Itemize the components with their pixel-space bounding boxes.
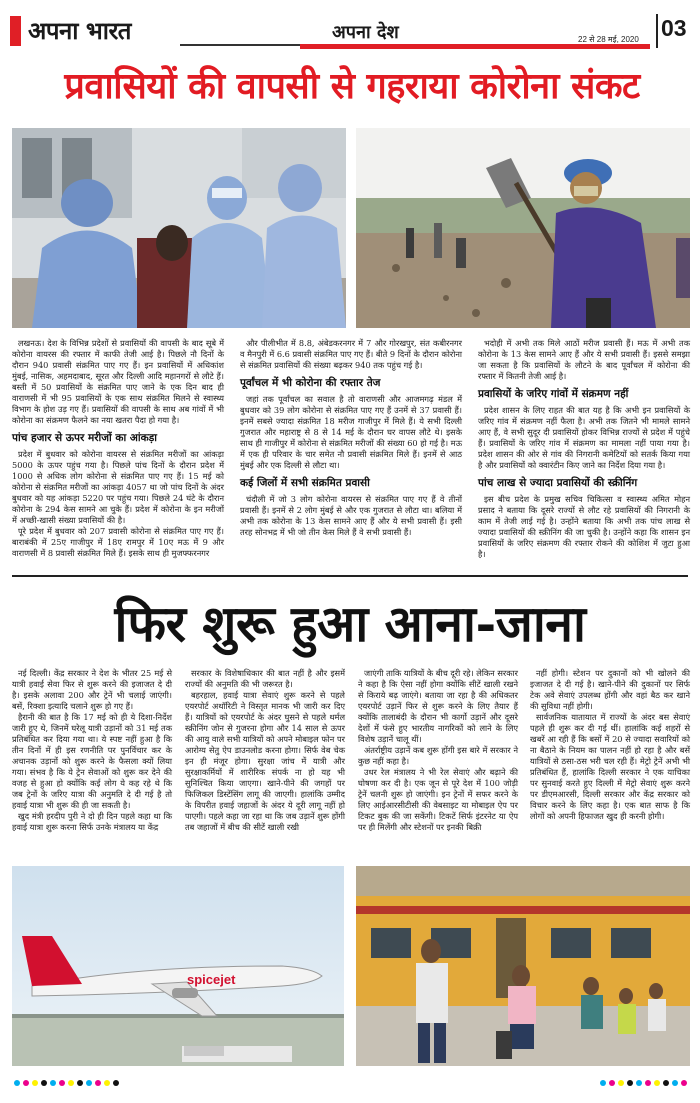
story2-column-2 <box>185 668 345 833</box>
page-number-divider <box>656 14 658 48</box>
section-title: अपना देश <box>332 22 399 43</box>
story2-column-1 <box>12 668 172 833</box>
story-divider <box>12 575 688 577</box>
train-passengers-photo <box>356 866 690 1066</box>
brand-name: अपना भारत <box>28 16 131 45</box>
spicejet-logo-text: spicejet <box>187 972 236 987</box>
medical-workers-photo <box>12 128 346 328</box>
story1-column-1 <box>12 338 224 559</box>
story1-subhead-2: पूर्वांचल में भी कोरोना की रफ्तार तेज <box>240 377 381 389</box>
story2-col3-para2: अंतर्राष्ट्रीय उड़ानें कब शुरू होंगी इस बारे में सरकार ने कुछ नहीं कहा है। <box>358 745 518 766</box>
story1-col1-para1: लखनऊ। देश के विभिन्न प्रदेशों से प्रवासियों की वापसी के बाद सूबे में कोरोना वायरस की रफ्तार में काफी तेजी आई है। पिछले नौ दिनों के दौरान 940 प्रवासी संक्रमित पाए गए हैं। इन प्रवासियों में अधिकांश मुंबई, नासिक, अहमदाबाद, सूरत और दिल्ली आदि महानगरों से लौटे हैं। बस्ती में 50 प्रवासियों के संक्रमित पाए जाने के एक दिन बाद ही वाराणसी में भी 95 प्रवासियों के एक साथ संक्रमित मिलने से स्वास्थ्य विभाग के होश उड़ गए हैं। प्रवासियों की वापसी के साथ अब गांवों में भी कोरोना का संक्रमण फैलने का नया खतरा पैदा हो गया है। <box>12 338 224 425</box>
story1-column-2 <box>240 338 462 538</box>
story2-col2-para2: बहरहाल, हवाई यात्रा सेवाएं शुरू करने से पहले एयरपोर्ट अथॉरिटी ने विस्तृत मानक भी जारी कर दिए हैं। यात्रियों को एयरपोर्ट के अंदर घुसने से पहले थर्मल स्क्रीनिंग जोन से गुजरना होगा और 14 साल से ऊपर की आयु वाले सभी यात्रियों को अपने मोबाइल फोन पर आरोग्य सेतु ऐप डाउनलोड करना होगा। सिर्फ वेब चेक इन ही मंजूर होगा। सुरक्षा जांच में यात्री और सुरक्षाकर्मियों में शारीरिक संपर्क ना हो यह भी सुनिश्चित किया जाएगा। खाने-पीने की जगहों पर फिजिकल डिस्टेंसिंग लागू की जाएगी। हालांकि उम्मीद के विपरीत हवाई जहाजों के अंदर ये दूरी लागू नहीं हो पाएगी। पहले कहा जा रहा था कि जब उड़ानें शुरू होंगी तब जहाजों में बीच की सीटें खाली रखी <box>185 690 345 832</box>
story1-col2-para1: और पीलीभीत में 8.8, अंबेडकरनगर में 7 और गोरखपुर, संत कबीरनगर व मैनपुरी में 6.6 प्रवासी संक्रमित पाए गए हैं। बीते 9 दिनों के दौरान कोरोना से संक्रमित प्रवासियों की संख्या बढ़कर 940 तक पहुंच गई है। <box>240 338 462 370</box>
labourers-photo <box>356 128 690 328</box>
story1-subhead-1: पांच हजार से ऊपर मरीजों का आंकड़ा <box>12 432 157 444</box>
story1-column-3 <box>478 338 690 560</box>
story2-col4-para1: नहीं होगी। स्टेशन पर दुकानों को भी खोलने की इजाजत दे दी गई है। खाने-पीने की दुकानों पर सिर्फ टेक अवे सेवाएं उपलब्ध होंगी और वहां बैठ कर खाने की सुविधा नहीं होगी। <box>530 668 690 711</box>
story2-col3-para3: उधर रेल मंत्रालय ने भी रेल सेवाएं और बढ़ाने की घोषणा कर दी है। एक जून से पूरे देश में 100 जोड़ी ट्रेनें चलनी शुरू हो जाएंगी। इन ट्रेनों में सफर करने के लिए आईआरसीटीसी की वेबसाइट या मोबाइल ऐप पर टिकट बुक की जा सकेंगी। टिकटें सिर्फ इंटरनेट या ऐप पर ही मिलेंगी और स्टेशनों पर इनकी बिक्री <box>358 767 518 832</box>
story1-subhead-3: कई जिलों में सभी संक्रमित प्रवासी <box>240 477 370 489</box>
story2-col1-para3: खुद मंत्री हरदीप पुरी ने दो ही दिन पहले कहा था कि हवाई यात्रा शुरू करना सिर्फ उनके मंत्रालय या केंद्र <box>12 811 172 832</box>
story2-col2-para1: सरकार के विशेषाधिकार की बात नहीं है और इसमें राज्यों की अनुमति की भी जरूरत है। <box>185 668 345 689</box>
story1-col2-para2: जहां तक पूर्वांचल का सवाल है तो वाराणसी और आजमगढ़ मंडल में बुधवार को 39 लोग कोरोना से संक्रमित पाए गए हैं उनमें से 37 प्रवासी हैं। इनमें सबसे ज्यादा संक्रमित 18 मरीज गाजीपुर में मिले हैं। ये सभी दिल्ली गुजरात और महाराष्ट्र से 8 से 14 मई के दौरान घर वापस लौटे थे। इसके साथ ही गाजीपुर में कोरोना से संक्रमित मरीजों की संख्या 60 हो गई है। मऊ में एक ही परिवार के चार समेत नौ प्रवासी संक्रमित मिले हैं। इनमें से आठ मुंबई और एक दिल्ली से लौटा था। <box>240 394 462 470</box>
story2-headline: फिर शुरू हुआ आना-जाना <box>114 594 586 653</box>
print-registration-marks-right <box>600 1080 687 1086</box>
story2-col1-para1: नई दिल्ली। केंद्र सरकार ने देश के भीतर 25 मई से यात्री हवाई सेवा फिर से शुरू करने की इजाजत दे दी है। इसके अलावा 200 और ट्रेनें भी चलाई जाएंगी। बसें, रिक्शा इत्यादि चलाने शुरू हो गए हैं। <box>12 668 172 711</box>
issue-date: 22 से 28 मई, 2020 <box>578 35 639 44</box>
story2-col3-para1: जाएंगी ताकि यात्रियों के बीच दूरी रहे। लेकिन सरकार ने कहा है कि ऐसा नहीं होगा क्योंकि सीटें खाली रखने से किराये बढ़ जाएंगे। बताया जा रहा है की अधिकतर एयरपोर्ट उड़ानें फिर से शुरू करने के लिए तैयार हैं क्योंकि तालाबंदी के दौरान भी कार्गो उड़ानें और दूसरे देशों में फंसे हुए भारतीय नागरिकों को लाने के लिए विशेष उड़ानें चालू थीं। <box>358 668 518 744</box>
story1-subhead-5: पांच लाख से ज्यादा प्रवासियों की स्क्रीनिंग <box>478 477 638 489</box>
page-number: 03 <box>661 15 687 41</box>
story2-column-4 <box>530 668 690 822</box>
story1-col3-para2: प्रदेश शासन के लिए राहत की बात यह है कि अभी इन प्रवासियों के जरिए गांव में संक्रमण नहीं फैला है। अभी तक जितने भी मामले सामने आए हैं, वे सभी सुदूर दी प्रवासियों होकर विभिन्न राज्यों से प्रदेश में पहुंचे हैं। प्रवासियों के जरिए गांव में संक्रमण का मामला नहीं पाया गया है। प्रदेश शासन की ओर से गांव की निगरानी कमेटियों को सतर्क किया गया है और प्रवासियों को क्वारंटीन किए जाने का निर्देश दिया गया है। <box>478 405 690 470</box>
story1-col1-para3: पूरे प्रदेश में बुधवार को 207 प्रवासी कोरोना से संक्रमित पाए गए हैं। बाराबंकी में 25ए गाजीपुर में 18ए रामपुर में 10ए मऊ में 9 और वाराणसी में 8 प्रवासी संक्रमित मिले हैं। इसके साथ ही मुजफ्फरनगर <box>12 526 224 558</box>
masthead <box>10 14 690 48</box>
story1-col2-para3: चंदौली में जो 3 लोग कोरोना वायरस से संक्रमित पाए गए हैं वे तीनों प्रवासी हैं। इनमें से 2 लोग मुंबई से और एक गुजरात से लौटा था। बलिया में अभी तक कोरोना के 13 केस सामने आए हैं और ये सभी प्रवासी हैं। इसी तरह सोनभद्र में भी जो तीन केस मिले हैं वे सभी प्रवासी हैं। <box>240 494 462 537</box>
story1-col3-para3: इस बीच प्रदेश के प्रमुख सचिव चिकित्सा व स्वास्थ्य अमित मोहन प्रसाद ने बताया कि दूसरे राज्यों से लौट रहे प्रवासियों की निगरानी के काम में तेजी लाई गई है। उन्होंने बताया कि अभी तक पांच लाख से ज्यादा प्रवासियों की स्क्रीनिंग की जा चुकी है। उन्होंने कहा कि शासन इन प्रवासियों के जरिए संक्रमण की रफ्तार रोकने की कोशिश में जुटा हुआ है। <box>478 494 690 559</box>
header-rule-left <box>180 44 300 46</box>
story1-subhead-4: प्रवासियों के जरिए गांवों में संक्रमण नहीं <box>478 388 629 400</box>
masthead-red-bar <box>10 16 21 46</box>
aircraft-photo <box>12 866 344 1066</box>
story2-column-3 <box>358 668 518 833</box>
story2-col4-para2: सार्वजनिक यातायात में राज्यों के अंदर बस सेवाएं पहले ही शुरू कर दी गई थीं। हालांकि कई शहरों से खबरें आ रही हैं कि बसों में 20 से ज्यादा सवारियों को ना बैठाने के नियम का पालन नहीं हो रहा है और बसें यात्रियों से ठसा-ठस भरी चल रही हैं। मेट्रो ट्रेनें अभी भी प्रतिबंधित हैं, हालांकि दिल्ली सरकार ने एक याचिका पर सुनवाई करते हुए दिल्ली में मेट्रो सेवाएं शुरू करने पर डीएमआरसी, दिल्ली सरकार और केंद्र सरकार को विचार करने के लिए कहा है। एक बात साफ है कि लोगों को अपनी हिफाजत खुद ही करनी होगी। <box>530 712 690 821</box>
print-registration-marks-left <box>14 1080 119 1086</box>
story1-headline: प्रवासियों की वापसी से गहराया कोरोना संकट <box>64 65 640 107</box>
story1-col3-para1: भदोही में अभी तक मिले आठों मरीज प्रवासी हैं। मऊ में अभी तक कोरोना के 13 केस सामने आए हैं और ये सभी प्रवासी हैं। इससे समझा जा सकता है कि प्रवासियों के लौटने के बाद पूर्वांचल में कोरोना की रफ्तार में कितनी तेजी आई है। <box>478 338 690 381</box>
story2-col1-para2: हैरानी की बात है कि 17 मई को ही ये दिशा-निर्देश जारी हुए थे, जिनमें घरेलू यात्री उड़ानों को 31 मई तक प्रतिबंधित कर दिया गया था। ये स्पष्ट नहीं हुआ है कि तीन दिनों में ही इस रणनीति पर पुनर्विचार कर के अचानक उड़ानों को शुरू करने के फैसला क्यों लिया गया। संभव है कि ये ट्रेन सेवाओं को शुरू कर देने की वजह से हुआ हो क्योंकि कई लोग ये कह रहे थे कि जब ट्रेनों के जरिए यात्रा की अनुमति दे दी गई है तो हवाई यात्रा भी शुरू की ही जा सकती है। <box>12 712 172 810</box>
story1-col1-para2: प्रदेश में बुधवार को कोरोना वायरस से संक्रमित मरीजों का आंकड़ा 5000 के ऊपर पहुंच गया है। पिछले पांच दिनों के दौरान प्रदेश में 1000 से अधिक लोग कोरोना से संक्रमित पाए गए हैं। 15 मई को कोरोना से संक्रमित मरीजों का आंकड़ा 4057 था जो पांच दिनों के अंदर बुधवार को यह आंकड़ा 5220 पर पहुंच गया। पिछले 24 घंटे के दौरान कोरोना के 294 केस सामने आ चुके हैं। प्रदेश में कोरोना के इन मरीजों में अच्छी-खासी संख्या प्रवासियों की है। <box>12 449 224 525</box>
